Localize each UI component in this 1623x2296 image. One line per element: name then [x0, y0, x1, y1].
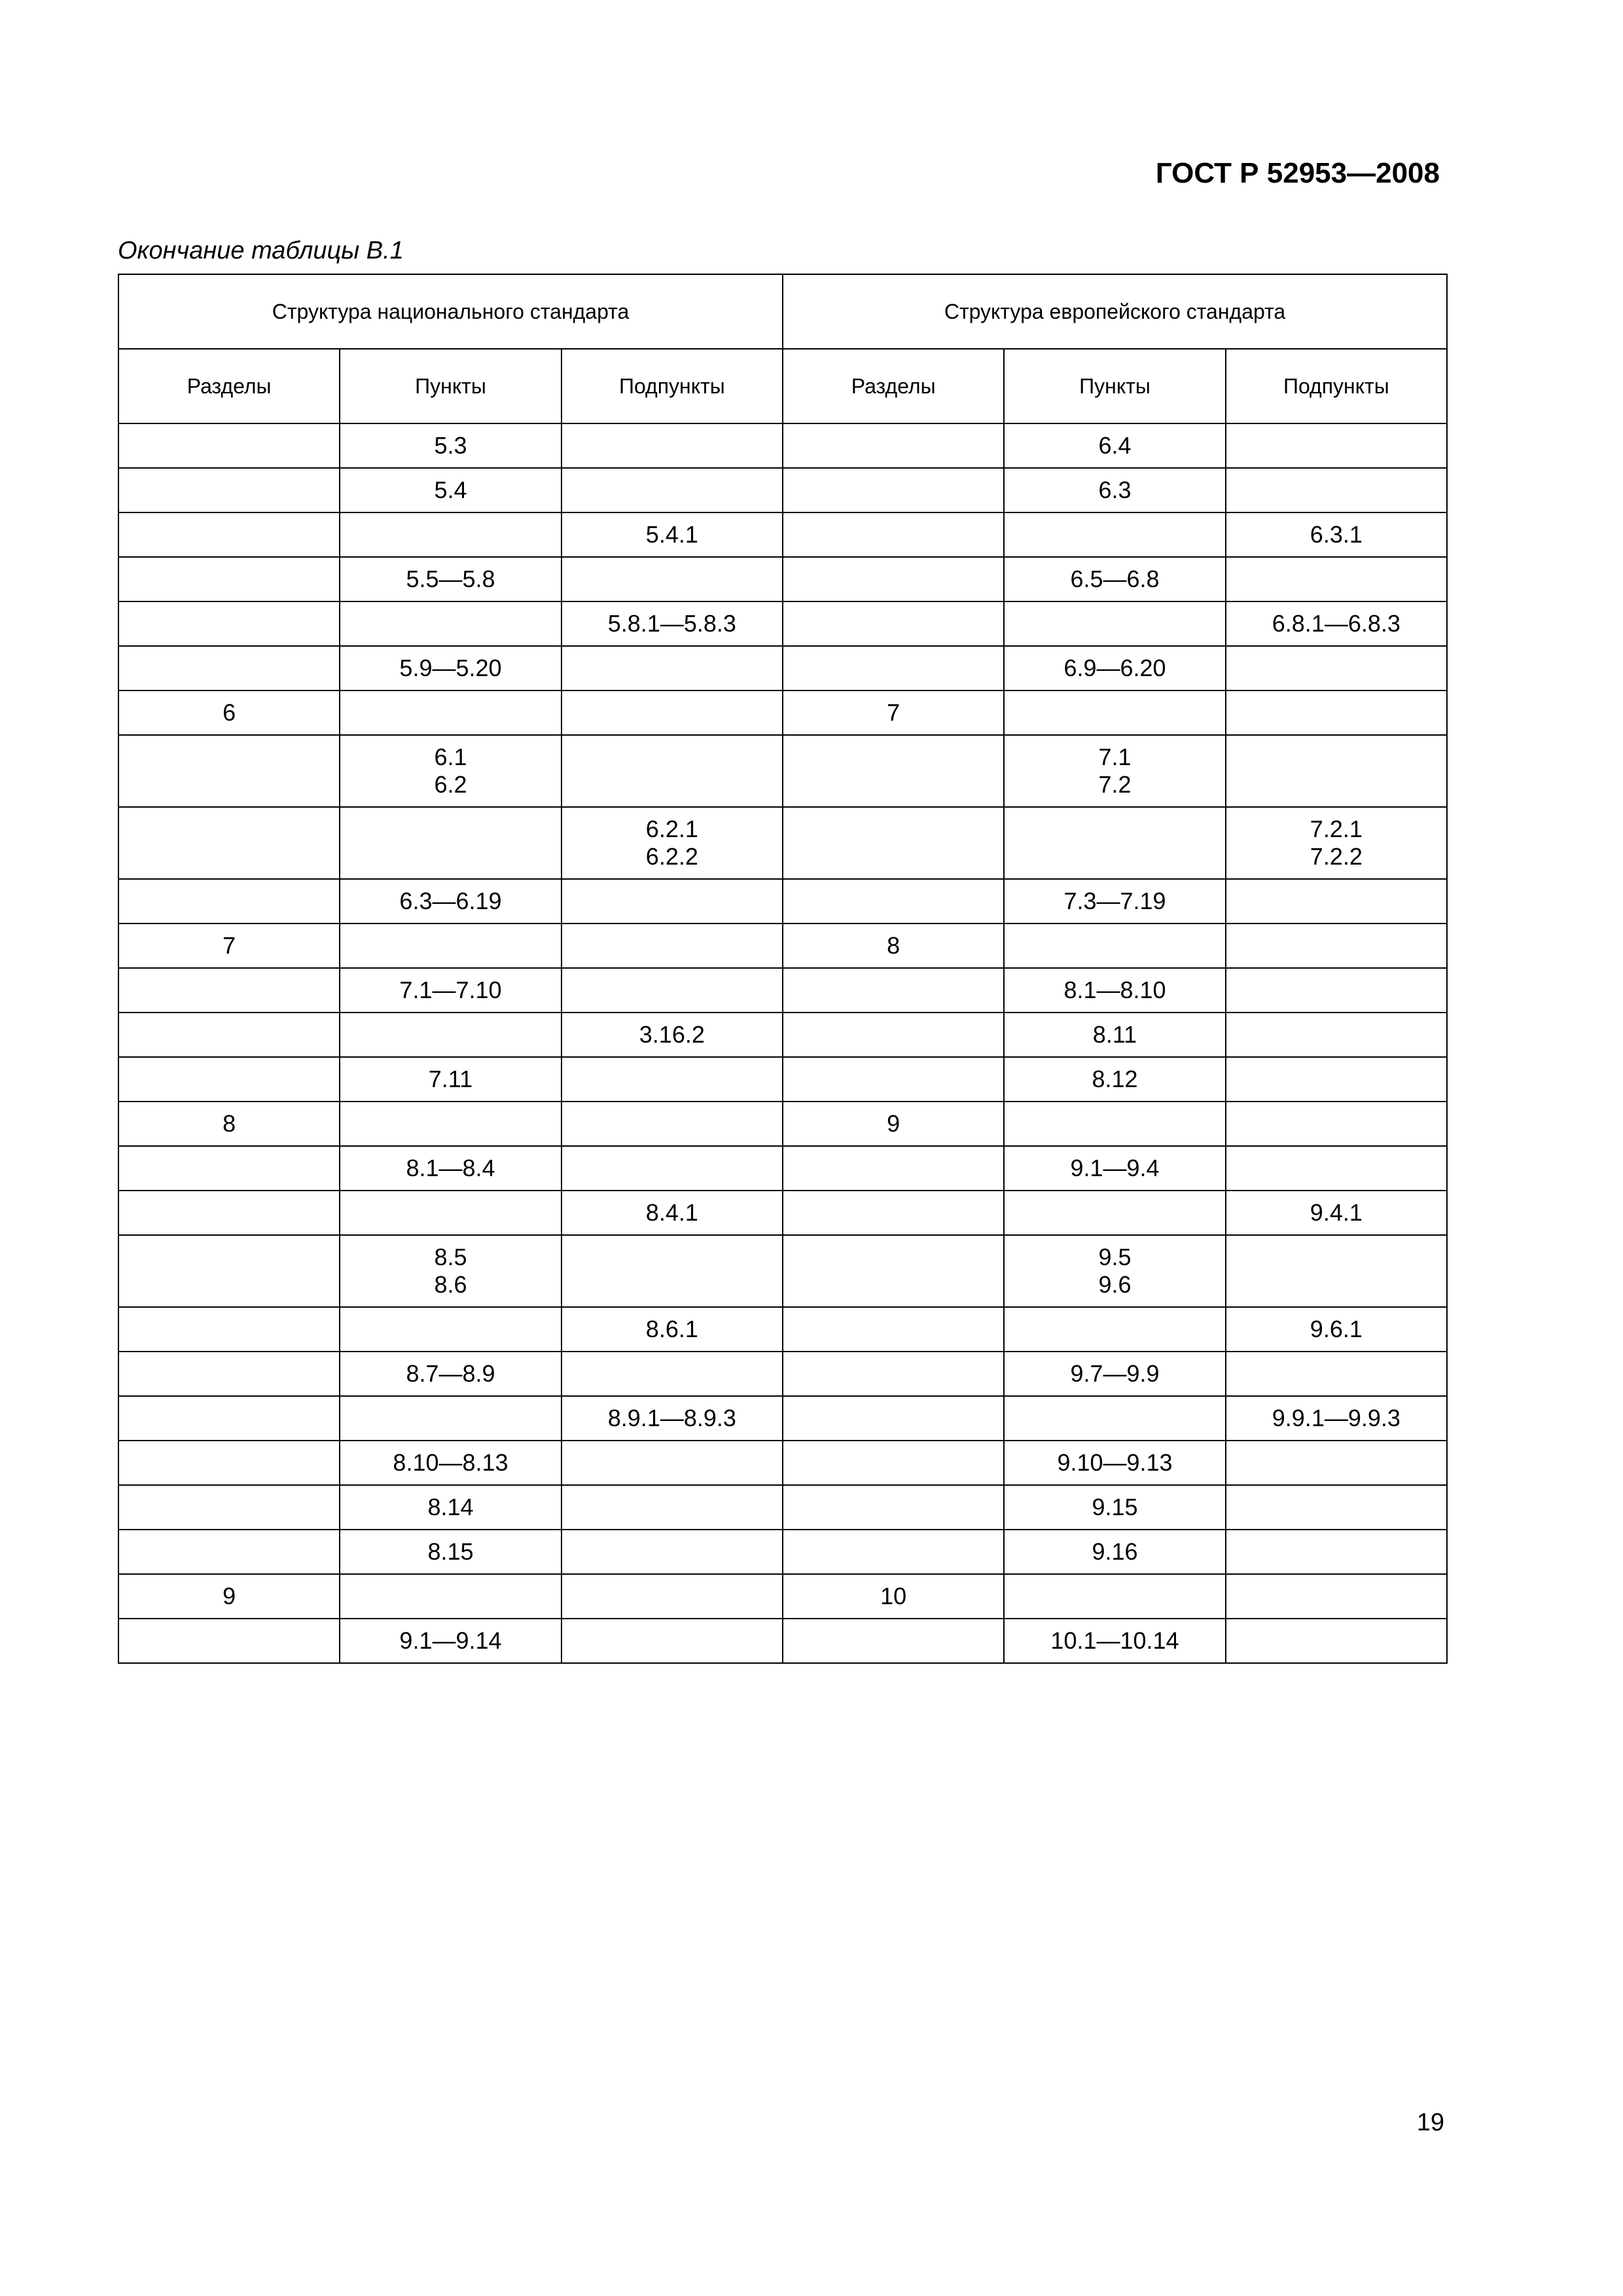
table-row: [118, 879, 1447, 924]
table-row: [118, 807, 1447, 879]
document-designation: ГОСТ Р 52953—2008: [1155, 157, 1440, 189]
cell-european-clause: [1004, 807, 1225, 879]
cell-european-subclause: [1226, 1352, 1447, 1396]
cell-european-section: [783, 1307, 1004, 1352]
cell-national-subclause: [562, 1352, 783, 1396]
cell-national-section: [118, 1057, 340, 1102]
cell-line: 6.2.2: [645, 843, 698, 870]
cell-european-subclause: [1226, 1574, 1447, 1619]
cell-european-clause: 6.3: [1004, 468, 1225, 512]
cell-national-clause: 8.7—8.9: [340, 1352, 561, 1396]
cell-national-section: [118, 735, 340, 807]
cell-european-section: 9: [783, 1102, 1004, 1146]
cell-national-section: [118, 1352, 340, 1396]
table-row: [118, 557, 1447, 601]
cell-european-section: 8: [783, 924, 1004, 968]
cell-european-subclause: 9.6.1: [1226, 1307, 1447, 1352]
cell-european-subclause: [1226, 468, 1447, 512]
table-row: [118, 1441, 1447, 1485]
column-header-national-clauses: Пункты: [340, 349, 561, 423]
cell-european-clause: 6.5—6.8: [1004, 557, 1225, 601]
cell-european-section: [783, 1235, 1004, 1307]
cell-european-subclause: [1226, 1441, 1447, 1485]
cell-national-section: [118, 1191, 340, 1235]
cell-european-subclause: [1226, 968, 1447, 1013]
cell-european-subclause: [1226, 691, 1447, 735]
cell-national-subclause: [562, 691, 783, 735]
cell-national-clause: 7.1—7.10: [340, 968, 561, 1013]
cell-national-section: [118, 601, 340, 646]
cell-national-subclause: [562, 557, 783, 601]
table-body: [118, 423, 1447, 1663]
cell-european-section: [783, 1191, 1004, 1235]
table-row: [118, 691, 1447, 735]
cell-national-subclause: [562, 1485, 783, 1530]
cell-national-section: [118, 1307, 340, 1352]
table-row: [118, 1013, 1447, 1057]
cell-national-subclause: [562, 968, 783, 1013]
cell-national-clause: 8.1—8.4: [340, 1146, 561, 1191]
column-header-national-subclauses: Подпункты: [562, 349, 783, 423]
cell-line: 6.1: [434, 744, 467, 770]
cell-european-section: [783, 1441, 1004, 1485]
cell-national-clause: 8.14: [340, 1485, 561, 1530]
cell-national-section: 6: [118, 691, 340, 735]
cell-european-clause: [1004, 1102, 1225, 1146]
table-row: [118, 512, 1447, 557]
cell-european-clause: [1004, 1396, 1225, 1441]
table-row: [118, 1102, 1447, 1146]
table-row: [118, 646, 1447, 691]
cell-european-clause: 9.16: [1004, 1530, 1225, 1574]
table-row: [118, 1619, 1447, 1663]
cell-european-section: [783, 879, 1004, 924]
page-number: 19: [1416, 2109, 1444, 2136]
cell-european-section: [783, 1530, 1004, 1574]
cell-national-clause: [340, 512, 561, 557]
cell-national-section: [118, 1530, 340, 1574]
cell-european-subclause: [1226, 924, 1447, 968]
cell-national-subclause: [562, 1441, 783, 1485]
cell-national-section: [118, 512, 340, 557]
cell-european-subclause: [1226, 1235, 1447, 1307]
cell-european-subclause: 6.3.1: [1226, 512, 1447, 557]
cell-european-clause: [1004, 1574, 1225, 1619]
table-row: [118, 968, 1447, 1013]
cell-european-section: [783, 1619, 1004, 1663]
cell-national-subclause: [562, 1146, 783, 1191]
cell-national-section: [118, 1235, 340, 1307]
cell-european-clause: [1004, 924, 1225, 968]
cell-national-subclause: [562, 1057, 783, 1102]
cell-european-section: [783, 601, 1004, 646]
cell-national-subclause: [562, 468, 783, 512]
cell-european-clause: 8.12: [1004, 1057, 1225, 1102]
cell-national-clause: [340, 735, 561, 807]
cell-national-clause: 5.5—5.8: [340, 557, 561, 601]
cell-european-subclause: [1226, 1619, 1447, 1663]
table-row: [118, 1485, 1447, 1530]
cell-national-subclause: [562, 735, 783, 807]
column-header-european-clauses: Пункты: [1004, 349, 1225, 423]
cell-european-clause: 8.1—8.10: [1004, 968, 1225, 1013]
cell-national-section: [118, 807, 340, 879]
cell-european-subclause: 9.9.1—9.9.3: [1226, 1396, 1447, 1441]
cell-line: 9.5: [1098, 1244, 1132, 1270]
table-row: [118, 601, 1447, 646]
cell-national-clause: 5.3: [340, 423, 561, 468]
cell-european-subclause: [1226, 1057, 1447, 1102]
cell-national-subclause: 5.4.1: [562, 512, 783, 557]
cell-national-section: [118, 879, 340, 924]
cell-national-clause: [340, 1102, 561, 1146]
cell-european-clause: 6.4: [1004, 423, 1225, 468]
cell-line: 9.6: [1098, 1271, 1132, 1298]
cell-european-clause: [1004, 1191, 1225, 1235]
column-header-european-sections: Разделы: [783, 349, 1004, 423]
cell-national-section: 8: [118, 1102, 340, 1146]
table-row: [118, 468, 1447, 512]
cell-national-section: [118, 468, 340, 512]
cell-european-clause: 9.7—9.9: [1004, 1352, 1225, 1396]
cell-european-clause: [1004, 735, 1225, 807]
table-row: [118, 1574, 1447, 1619]
cell-european-subclause: 9.4.1: [1226, 1191, 1447, 1235]
cell-national-section: [118, 1441, 340, 1485]
cell-european-subclause: [1226, 879, 1447, 924]
cell-national-section: [118, 1619, 340, 1663]
cell-national-subclause: [562, 807, 783, 879]
table-row: [118, 1235, 1447, 1307]
cell-national-clause: [340, 691, 561, 735]
cell-european-section: [783, 735, 1004, 807]
cell-european-subclause: [1226, 557, 1447, 601]
cell-european-section: [783, 1057, 1004, 1102]
cell-line: 7.2.1: [1310, 816, 1363, 842]
cell-national-clause: 6.3—6.19: [340, 879, 561, 924]
cell-european-subclause: [1226, 807, 1447, 879]
cell-european-clause: [1004, 1307, 1225, 1352]
cell-european-subclause: [1226, 1146, 1447, 1191]
table-row: [118, 1307, 1447, 1352]
cell-national-subclause: [562, 1574, 783, 1619]
cell-national-section: [118, 423, 340, 468]
cell-national-clause: [340, 1013, 561, 1057]
table-row: [118, 423, 1447, 468]
table-row: [118, 1530, 1447, 1574]
cell-european-section: [783, 512, 1004, 557]
cell-national-subclause: [562, 646, 783, 691]
cell-national-subclause: 3.16.2: [562, 1013, 783, 1057]
cell-national-subclause: [562, 1235, 783, 1307]
cell-national-clause: [340, 1191, 561, 1235]
column-header-european-subclauses: Подпункты: [1226, 349, 1447, 423]
cell-national-subclause: 5.8.1—5.8.3: [562, 601, 783, 646]
cell-european-clause: 9.1—9.4: [1004, 1146, 1225, 1191]
cell-european-section: [783, 807, 1004, 879]
cell-european-section: [783, 1396, 1004, 1441]
table-row: [118, 1057, 1447, 1102]
cell-national-subclause: [562, 879, 783, 924]
cell-national-section: 9: [118, 1574, 340, 1619]
cell-national-section: [118, 1396, 340, 1441]
cell-national-subclause: 8.9.1—8.9.3: [562, 1396, 783, 1441]
cell-national-subclause: [562, 1619, 783, 1663]
cell-line: 7.2.2: [1310, 843, 1363, 870]
table-row: [118, 1352, 1447, 1396]
cell-european-clause: 9.15: [1004, 1485, 1225, 1530]
cell-line: 8.6: [434, 1271, 467, 1298]
cell-european-subclause: [1226, 1102, 1447, 1146]
cell-national-subclause: [562, 423, 783, 468]
cell-national-section: [118, 968, 340, 1013]
cell-national-clause: [340, 1235, 561, 1307]
cell-line: 6.2.1: [645, 816, 698, 842]
cell-european-clause: [1004, 512, 1225, 557]
group-header-national: Структура национального стандарта: [118, 274, 783, 349]
cell-national-clause: [340, 924, 561, 968]
cell-european-clause: 7.3—7.19: [1004, 879, 1225, 924]
cell-european-subclause: 6.8.1—6.8.3: [1226, 601, 1447, 646]
cell-national-clause: 8.15: [340, 1530, 561, 1574]
cell-european-subclause: [1226, 1485, 1447, 1530]
table-row: [118, 1146, 1447, 1191]
table-row: [118, 924, 1447, 968]
cell-european-clause: [1004, 1235, 1225, 1307]
cell-european-section: [783, 1485, 1004, 1530]
cell-european-section: [783, 968, 1004, 1013]
cell-national-clause: 5.9—5.20: [340, 646, 561, 691]
cell-national-section: [118, 646, 340, 691]
cell-national-clause: 5.4: [340, 468, 561, 512]
cell-national-subclause: 8.4.1: [562, 1191, 783, 1235]
correspondence-table: [118, 274, 1448, 1664]
cell-european-section: [783, 468, 1004, 512]
cell-european-clause: [1004, 691, 1225, 735]
cell-line: 7.1: [1098, 744, 1132, 770]
cell-line: 7.2: [1098, 771, 1132, 798]
cell-national-clause: [340, 807, 561, 879]
cell-national-section: [118, 1485, 340, 1530]
cell-national-clause: 9.1—9.14: [340, 1619, 561, 1663]
cell-european-section: [783, 557, 1004, 601]
cell-european-clause: 9.10—9.13: [1004, 1441, 1225, 1485]
cell-line: 6.2: [434, 771, 467, 798]
cell-european-clause: [1004, 601, 1225, 646]
cell-european-section: 7: [783, 691, 1004, 735]
cell-national-clause: [340, 1307, 561, 1352]
cell-european-section: [783, 1352, 1004, 1396]
cell-national-clause: 8.10—8.13: [340, 1441, 561, 1485]
cell-national-clause: [340, 601, 561, 646]
cell-european-section: [783, 1013, 1004, 1057]
cell-european-clause: 8.11: [1004, 1013, 1225, 1057]
table-row: [118, 1396, 1447, 1441]
cell-national-section: [118, 1146, 340, 1191]
table-row: [118, 1191, 1447, 1235]
cell-european-section: [783, 423, 1004, 468]
cell-european-subclause: [1226, 1013, 1447, 1057]
cell-european-section: 10: [783, 1574, 1004, 1619]
cell-national-subclause: 8.6.1: [562, 1307, 783, 1352]
cell-national-clause: [340, 1396, 561, 1441]
cell-european-subclause: [1226, 735, 1447, 807]
cell-european-subclause: [1226, 646, 1447, 691]
group-header-european: Структура европейского стандарта: [783, 274, 1447, 349]
cell-european-clause: 10.1—10.14: [1004, 1619, 1225, 1663]
table-row: [118, 735, 1447, 807]
cell-european-subclause: [1226, 423, 1447, 468]
cell-national-section: 7: [118, 924, 340, 968]
table-caption: Окончание таблицы В.1: [118, 237, 404, 264]
cell-european-clause: 6.9—6.20: [1004, 646, 1225, 691]
cell-national-subclause: [562, 1102, 783, 1146]
cell-national-clause: [340, 1574, 561, 1619]
cell-european-section: [783, 1146, 1004, 1191]
cell-national-subclause: [562, 924, 783, 968]
cell-european-section: [783, 646, 1004, 691]
cell-national-section: [118, 557, 340, 601]
cell-national-clause: 7.11: [340, 1057, 561, 1102]
cell-national-section: [118, 1013, 340, 1057]
cell-national-subclause: [562, 1530, 783, 1574]
cell-line: 8.5: [434, 1244, 467, 1270]
cell-european-subclause: [1226, 1530, 1447, 1574]
column-header-national-sections: Разделы: [118, 349, 340, 423]
